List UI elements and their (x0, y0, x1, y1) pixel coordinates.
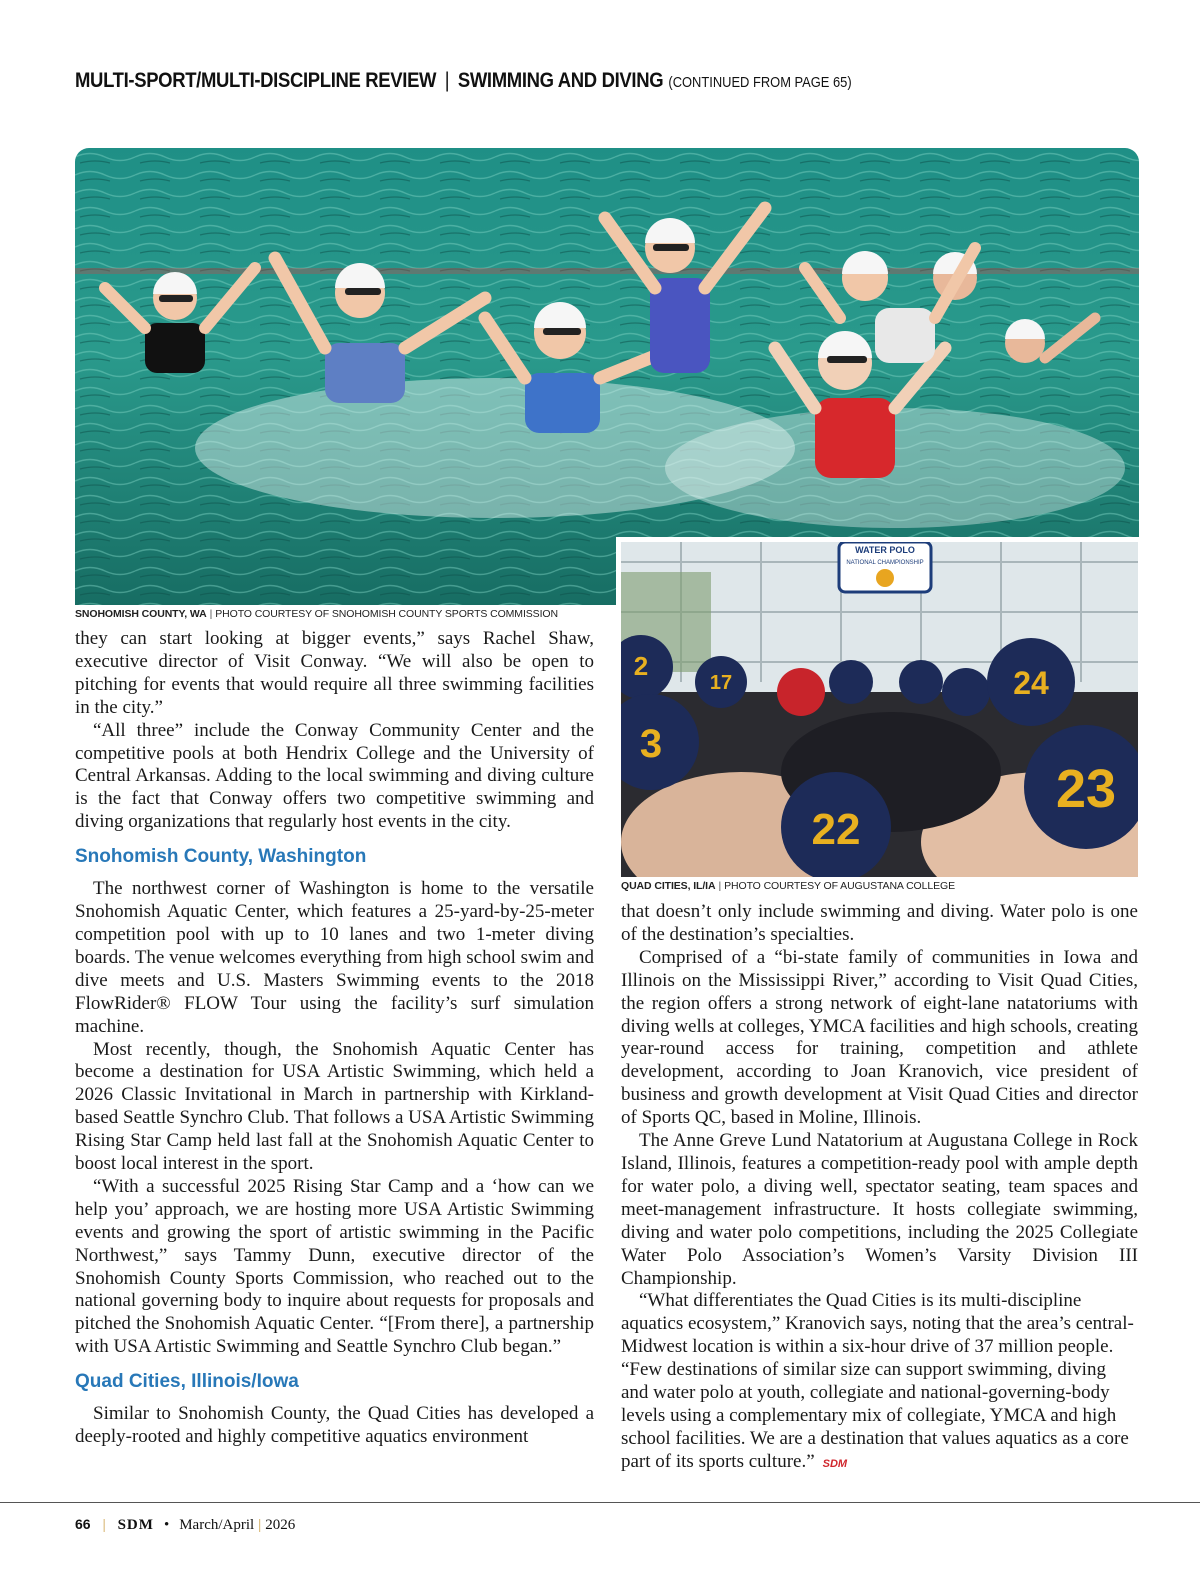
paragraph: “All three” include the Conway Community Center and the competitive pools at both Hendrix College and the University of Central Arkansas. Adding to the local swimming and diving culture is the fact that Conway offers two competitive swimming and diving organizations that regularly host events in the city. (75, 719, 594, 833)
topic-title: SWIMMING AND DIVING (457, 68, 664, 92)
footer-bullet: • (163, 1517, 170, 1533)
small-photo-credit: PHOTO COURTESY OF AUGUSTANA COLLEGE (724, 880, 955, 892)
banner-line-2: NATIONAL CHAMPIONSHIP (846, 560, 924, 566)
water-polo-ball-icon (876, 569, 894, 587)
main-photo-credit: PHOTO COURTESY OF SNOHOMISH COUNTY SPORTS COMMISSION (215, 608, 558, 620)
small-photo-location: QUAD CITIES, IL/IA (621, 880, 716, 892)
header-divider: | (444, 68, 450, 92)
water-polo-team-photo (621, 542, 1138, 877)
footer-rule (0, 1502, 1200, 1503)
footer-pipe: | (102, 1517, 106, 1533)
page-footer (75, 1516, 295, 1534)
main-photo-caption: SNOHOMISH COUNTY, WA | PHOTO COURTESY OF SNOHOMISH COUNTY SPORTS COMMISSION (75, 608, 558, 620)
small-photo-caption: QUAD CITIES, IL/IA | PHOTO COURTESY OF AUGUSTANA COLLEGE (621, 880, 955, 892)
cap-number-6: 22 (811, 805, 861, 854)
paragraph: Comprised of a “bi-state family of communities in Iowa and Illinois on the Mississippi River,” according to Visit Quad Cities, the region offers a strong network of eight-lane natatoriums with diving wells at colleges, YMCA facilities and high schools, creating year-round access for training, competition and athlete development, according to Joan Kranovich, vice president of business and growth development at Visit Quad Cities and director of Sports QC, based in Moline, Illinois. (621, 946, 1138, 1129)
issue-month: March/April (179, 1517, 255, 1533)
right-column (621, 901, 1138, 1476)
paragraph: Most recently, though, the Snohomish Aquatic Center has become a destination for USA Artistic Swimming, which held a 2026 Classic Invitational in March in partnership with Kirkland-based Seattle Synchro Club. That follows a USA Artistic Swimming Rising Star Camp held last fall at the Snohomish Aquatic Center to boost local interest in the sport. (75, 1038, 594, 1175)
paragraph: “With a successful 2025 Rising Star Camp and a ‘how can we help you’ approach, we are hosting more USA Artistic Swimming events and growing the sport of artistic swimming in the Pacific Northwest,” says Tammy Dunn, executive director of the Snohomish County Sports Commission, who reached out to the national governing body to inquire about requests for proposals and pitched the Snohomish Aquatic Center. “[From there], a partnership with USA Artistic Swimming and Seattle Synchro Club began.” (75, 1175, 594, 1358)
main-photo-location: SNOHOMISH COUNTY, WA (75, 608, 207, 620)
paragraph: they can start looking at bigger events,” says Rachel Shaw, executive director of Visit Conway. “We will also be open to pitching for events that would require all three swimming facilities in the city.” (75, 628, 594, 718)
paragraph: that doesn’t only include swimming and diving. Water polo is one of the destination’s specialties. (621, 901, 1138, 945)
artistic-swimming-photo (75, 148, 1139, 605)
issue-year: 2026 (265, 1517, 296, 1533)
paragraph: The northwest corner of Washington is home to the versatile Snohomish Aquatic Center, which features a 25-yard-by-25-meter competition pool with up to 10 lanes and two 1-meter diving boards. The venue welcomes everything from high school swim and dive meets and U.S. Masters Swimming events to the 2018 FlowRider® FLOW Tour using the facility’s surf simulation machine. (75, 878, 594, 1037)
cap-number-4: 24 (1013, 665, 1049, 701)
paragraph-text: “What differentiates the Quad Cities is its multi-discipline aquatics ecosystem,” Kranovich says, noting that the area’s central-Midwest location is within a six-hour drive of 37 million people. “Few destinations of similar size can support swimming, diving and water polo at youth, collegiate and national-governing-body levels using a complementary mix of collegiate, YMCA and high school facilities. We are a destination that values aquatics as a core part of its sports culture.” (621, 1290, 1134, 1472)
cap-number-2: 17 (709, 672, 733, 694)
subhead-quad-cities: Quad Cities, Illinois/Iowa (75, 1371, 299, 1393)
cap-number-1: 2 (633, 651, 649, 681)
cap-number-3: 3 (639, 722, 663, 766)
section-title: MULTI-SPORT/MULTI-DISCIPLINE REVIEW (75, 68, 437, 92)
left-column (75, 628, 594, 1449)
paragraph: The Anne Greve Lund Natatorium at Augustana College in Rock Island, Illinois, features a competition-ready pool with ample depth for water polo, a diving well, spectator seating, team spaces and meet-management infrastructure. It hosts collegiate swimming, diving and water polo competitions, including the 2025 Collegiate Water Polo Association’s Women’s Varsity Division III Championship. (621, 1130, 1138, 1289)
cap-number-5: 23 (1055, 759, 1117, 819)
section-header (75, 68, 852, 93)
paragraph (621, 1290, 1138, 1475)
continued-note: (CONTINUED FROM PAGE 65) (668, 74, 852, 91)
paragraph: Similar to Snohomish County, the Quad Cities has developed a deeply-rooted and highly competitive aquatics environment (75, 1403, 594, 1448)
subhead-snohomish: Snohomish County, Washington (75, 846, 367, 868)
banner-line-1: WATER POLO (855, 545, 915, 555)
magazine-name: SDM (117, 1517, 154, 1533)
page-number: 66 (75, 1516, 91, 1532)
sdm-end-mark: SDM (822, 1457, 848, 1470)
issue-pipe: | (258, 1517, 262, 1533)
